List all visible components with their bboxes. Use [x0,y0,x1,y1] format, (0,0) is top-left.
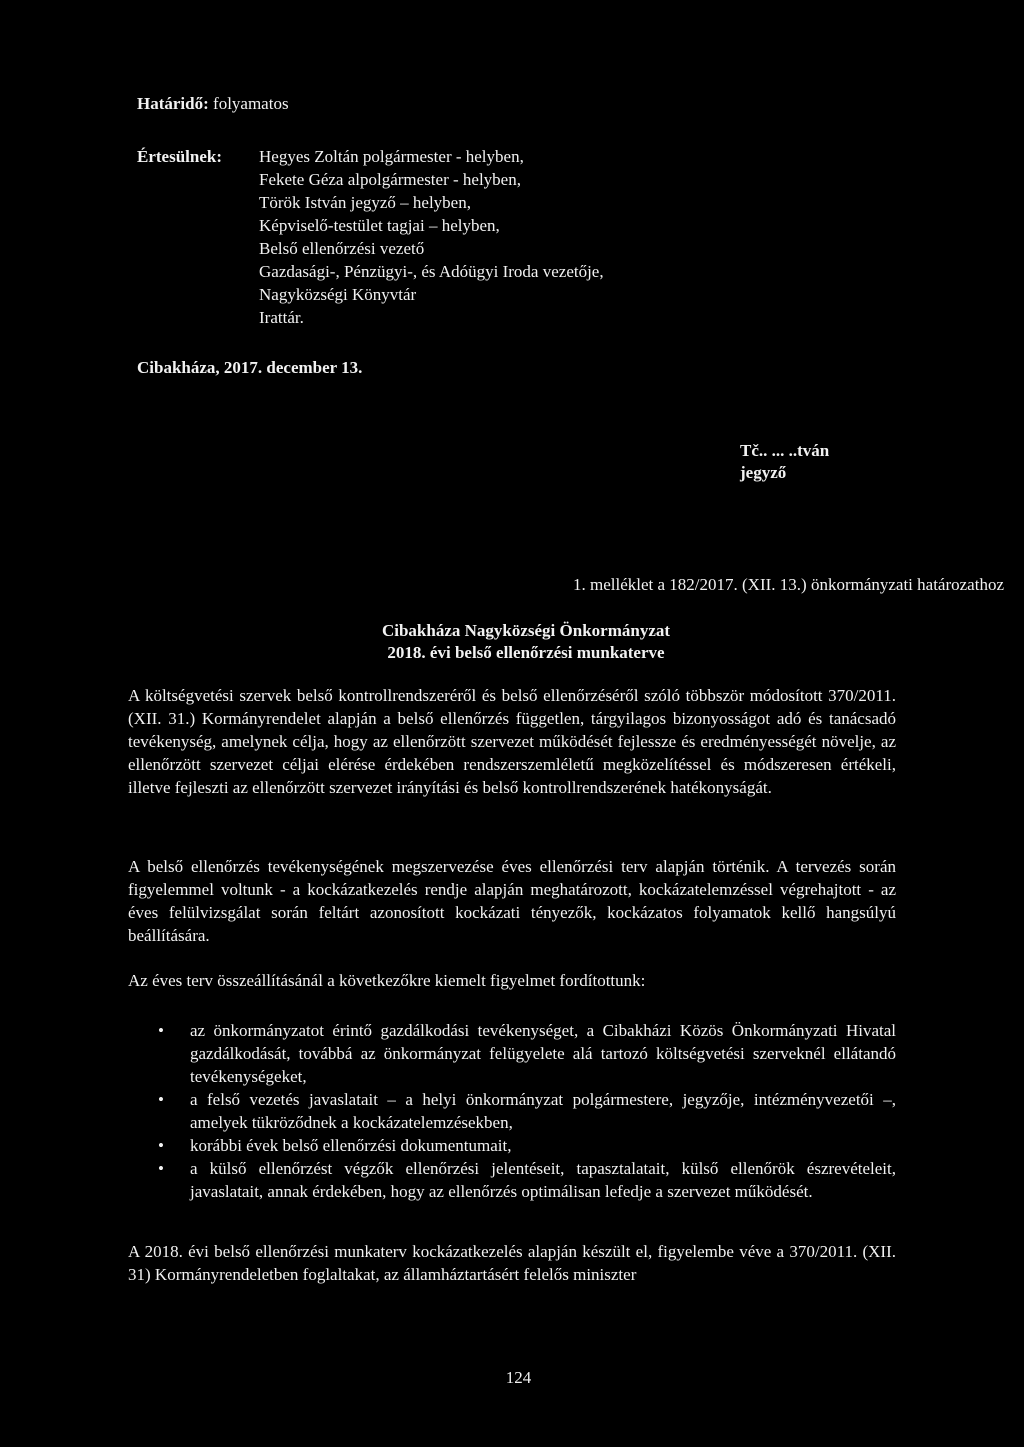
bullet-icon: • [158,1159,164,1178]
list-item-text: korábbi évek belső ellenőrzési dokumentumait, [190,1136,512,1155]
recipient-item: Nagyközségi Könyvtár [259,285,417,304]
deadline-value: folyamatos [213,94,289,113]
list-item [128,1134,896,1157]
bullet-icon: • [158,1021,164,1040]
recipient-item: Belső ellenőrzési vezető [259,239,425,258]
bullet-icon: • [158,1136,164,1155]
document-title-line1: Cibakháza Nagyközségi Önkormányzat [381,621,671,640]
paragraph-intro: A költségvetési szervek belső kontrollrendszeréről és belső ellenőrzéséről szóló többször módosított 370/2011. (XII. 31.) Kormányrendelet alapján a belső ellenőrzés független, tárgyilagos bizonyosságot adó és tanácsadó tevékenység, amelynek célja, hogy az ellenőrzött szervezet működését fejlessze és eredményességét növelje, az ellenőrzött szervezet céljai elérése érdekében rendszerszemléletű megközelítéssel és módszeresen értékeli, illetve fejleszti az ellenőrzött szervezet irányítási és belső kontrollrendszerének hatékonyságát. [128,686,896,797]
recipient-item: Fekete Géza alpolgármester - helyben, [259,170,521,189]
recipient-item: Török István jegyző – helyben, [259,193,471,212]
page-number: 124 [505,1368,532,1387]
list-item-text: az önkormányzatot érintő gazdálkodási tevékenységet, a Cibakházi Közös Önkormányzati Hivatal gazdálkodását, továbbá az önkormányzat felügyelete alá tartozó költségvetési szerveknél ellátandó tevékenységeket, [190,1021,896,1086]
list-item-text: a felső vezetés javaslatait – a helyi önkormányzat polgármestere, jegyzője, intézményvezetői –, amelyek tükröződnek a kockázatelemzésekben, [190,1090,896,1132]
paragraph-planning: A belső ellenőrzés tevékenységének megszervezése éves ellenőrzési terv alapján történik. A tervezés során figyelemmel voltunk - a kockázatkezelés rendje alapján meghatározott, kockázatelemzéssel végrehajtott - az éves felülvizsgálat során feltárt azonosított kockázati tényezők, kockázatos folyamatok kellő hangsúlyú beállítására. [128,857,896,945]
signature-title: jegyző [740,463,787,482]
deadline-label: Határidő: [137,94,209,113]
deadline-line [137,92,289,115]
recipients-list [259,145,604,329]
list-item-text: a külső ellenőrzést végzők ellenőrzési jelentéseit, tapasztalatait, külső ellenőrök észrevételeit, javaslatait, annak érdekében, hogy az ellenőrzés optimálisan lefedje a szervezet működését. [190,1159,896,1201]
focus-bullet-list [128,1019,896,1203]
recipient-item: Gazdasági-, Pénzügyi-, és Adóügyi Iroda vezetője, [259,262,604,281]
list-item [128,1019,896,1088]
list-item [128,1157,896,1203]
signature-name: Tč.. ... ..tván [740,441,830,460]
document-title-line2: 2018. évi belső ellenőrzési munkaterve [387,643,665,662]
bullet-icon: • [158,1090,164,1109]
recipient-item: Képviselő-testület tagjai – helyben, [259,216,500,235]
paragraph-workplan: A 2018. évi belső ellenőrzési munkaterv kockázatkezelés alapján készült el, figyelembe véve a 370/2011. (XII. 31) Kormányrendeletben foglaltakat, az államháztartásért felelős miniszter [128,1242,896,1284]
list-item [128,1088,896,1134]
annex-reference: 1. melléklet a 182/2017. (XII. 13.) önkormányzati határozathoz [573,575,1004,594]
paragraph-focus: Az éves terv összeállításánál a következőkre kiemelt figyelmet fordítottunk: [128,971,646,990]
place-date: Cibakháza, 2017. december 13. [137,358,363,377]
recipient-item: Irattár. [259,308,304,327]
recipients-label: Értesülnek: [137,147,222,166]
recipient-item: Hegyes Zoltán polgármester - helyben, [259,147,524,166]
